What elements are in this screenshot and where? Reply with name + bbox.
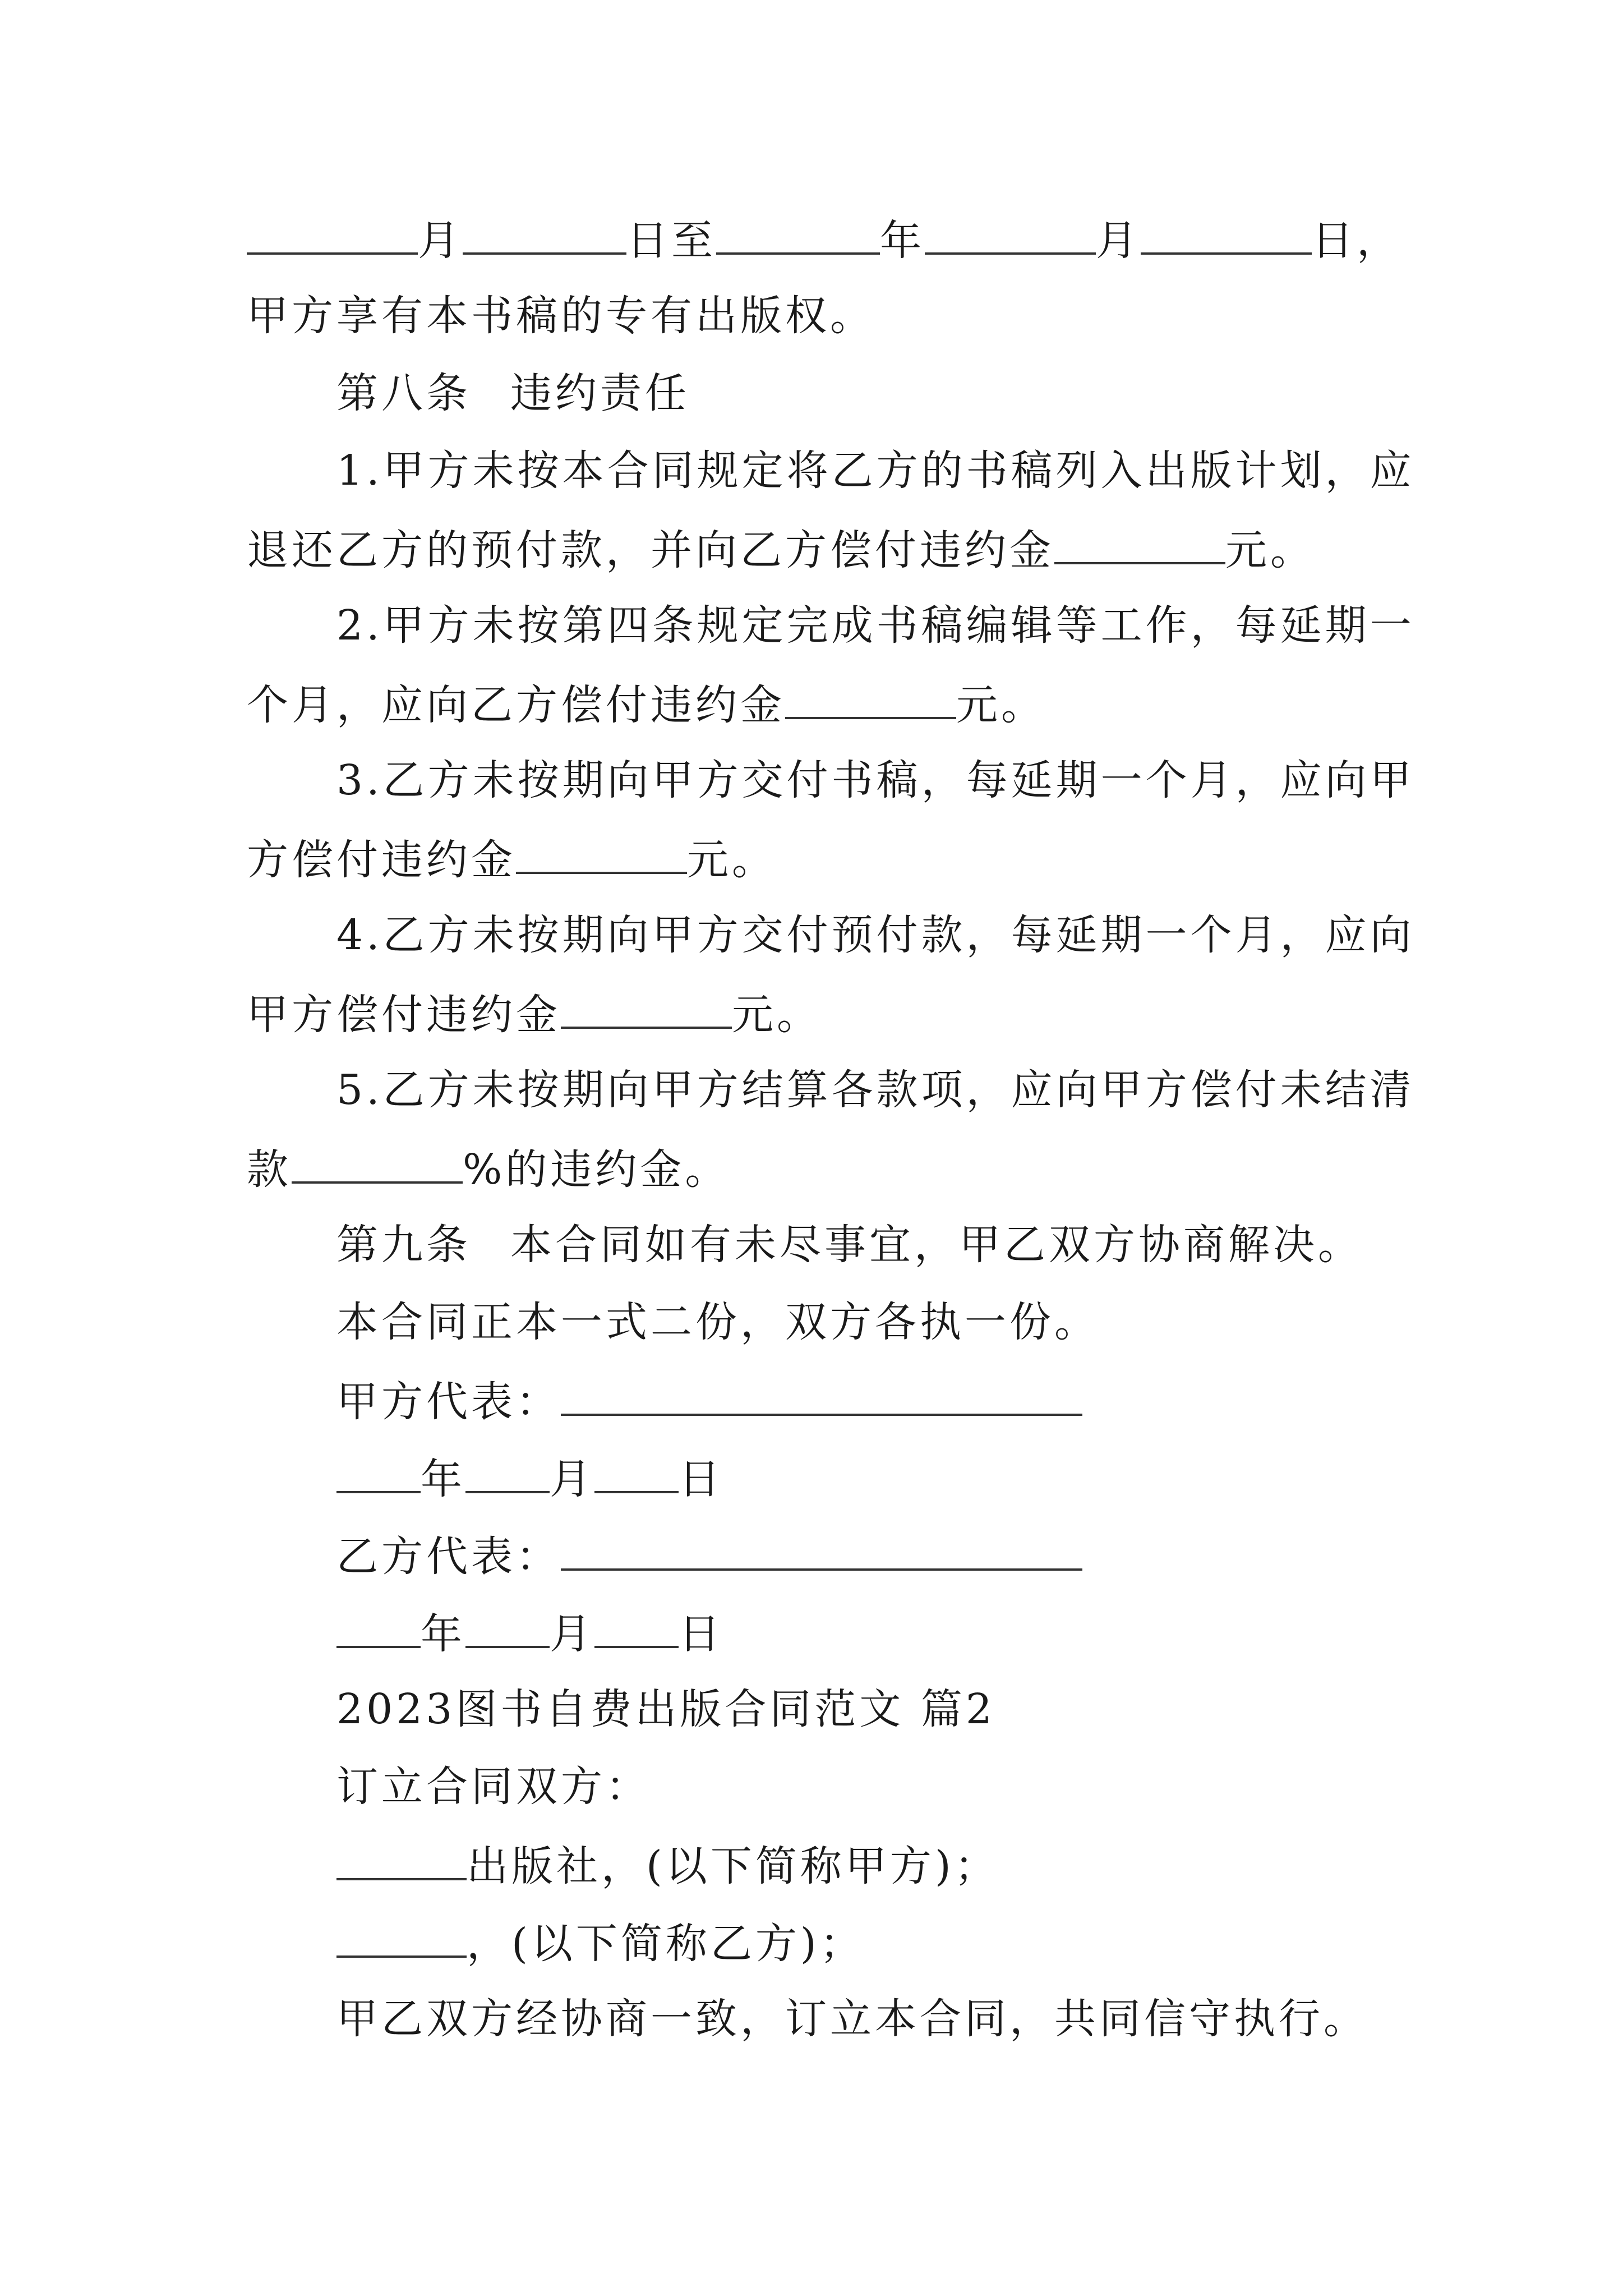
item-5-unit: %的违约金。 [463,1145,730,1194]
blank-month-start [247,218,418,255]
article-9-number: 第九条 [336,1221,471,1269]
party-b-suffix: ，(以下简称乙方)； [467,1920,865,1968]
item-4-text: 甲方偿付违约金 [247,991,561,1039]
party-a-month-label: 月 [550,1455,594,1503]
party-a-day-label: 日 [679,1455,723,1503]
party-b-month-blank [465,1611,550,1648]
party-a-signature-line [336,1378,1082,1426]
agreement-clause: 甲乙双方经协商一致，订立本合同，共同信守执行。 [336,1995,1368,2043]
party-a-label: 甲方代表： [336,1378,561,1426]
copies-clause: 本合同正本一式二份，双方各执一份。 [336,1298,1099,1346]
publisher-name-blank [336,1843,467,1880]
party-b-name-blank [336,1921,467,1958]
blank-penalty-4 [561,992,732,1029]
item-1-unit: 元。 [1225,526,1315,574]
article-8-number: 第八条 [336,369,471,417]
blank-day-start [463,218,626,255]
label-year: 年 [880,217,925,265]
blank-month-end [925,218,1096,255]
party-b-signature-blank [561,1534,1082,1571]
article-8-heading [336,369,690,417]
blank-penalty-percent [292,1147,463,1184]
blank-penalty-3 [516,837,687,874]
party-b-month-label: 月 [550,1610,594,1658]
party-a-signature-blank [561,1379,1082,1416]
item-2-unit: 元。 [956,681,1046,729]
party-b-day-label: 日 [679,1610,723,1658]
publisher-suffix: 出版社，(以下简称甲方)； [467,1842,999,1890]
copyright-period-line [247,217,1401,265]
blank-day-end [1141,218,1312,255]
party-b-day-blank [594,1611,679,1648]
item-1-text: 退还乙方的预付款，并向乙方偿付违约金 [247,526,1054,574]
party-b-year-label: 年 [421,1610,465,1658]
party-a-date-line [336,1455,723,1503]
party-b-label: 乙方代表： [336,1533,561,1581]
item-1-line-1: 1.甲方未按本合同规定将乙方的书稿列入出版计划，应 [336,447,1415,495]
item-2-line-2 [247,681,1046,729]
item-5-text: 款 [247,1145,292,1194]
parties-heading: 订立合同双方： [336,1763,651,1811]
party-b-year-blank [336,1611,421,1648]
blank-penalty-1 [1054,527,1225,564]
section-2-title: 2023图书自费出版合同范文 篇2 [336,1685,995,1733]
item-4-line-2 [247,991,822,1039]
item-3-unit: 元。 [687,836,777,884]
blank-year-end [716,218,880,255]
label-day-end: 日， [1312,217,1401,265]
item-3-line-2 [247,836,777,884]
item-2-line-1: 2.甲方未按第四条规定完成书稿编辑等工作，每延期一 [336,601,1415,650]
party-a-year-blank [336,1456,421,1493]
item-5-line-2 [247,1145,730,1194]
blank-penalty-2 [785,682,956,719]
article-8-title: 违约责任 [510,369,690,417]
item-4-line-1: 4.乙方未按期向甲方交付预付款，每延期一个月，应向 [336,911,1415,959]
item-4-unit: 元。 [732,991,822,1039]
label-day-to: 日至 [626,217,716,265]
item-5-line-1: 5.乙方未按期向甲方结算各款项，应向甲方偿付未结清 [336,1066,1415,1114]
item-3-text: 方偿付违约金 [247,836,516,884]
label-month: 月 [418,217,463,265]
publisher-line [336,1842,999,1890]
party-a-day-blank [594,1456,679,1493]
article-9 [336,1221,1363,1269]
party-a-month-blank [465,1456,550,1493]
item-1-line-2 [247,526,1315,574]
item-2-text: 个月，应向乙方偿付违约金 [247,681,785,729]
label-month-end: 月 [1096,217,1141,265]
party-b-line [336,1920,865,1968]
article-9-text: 本合同如有未尽事宜，甲乙双方协商解决。 [510,1221,1363,1269]
party-a-year-label: 年 [421,1455,465,1503]
exclusive-right-text: 甲方享有本书稿的专有出版权。 [247,292,875,340]
party-b-signature-line [336,1533,1082,1581]
item-3-line-1: 3.乙方未按期向甲方交付书稿，每延期一个月，应向甲 [336,756,1415,804]
party-b-date-line [336,1610,723,1658]
